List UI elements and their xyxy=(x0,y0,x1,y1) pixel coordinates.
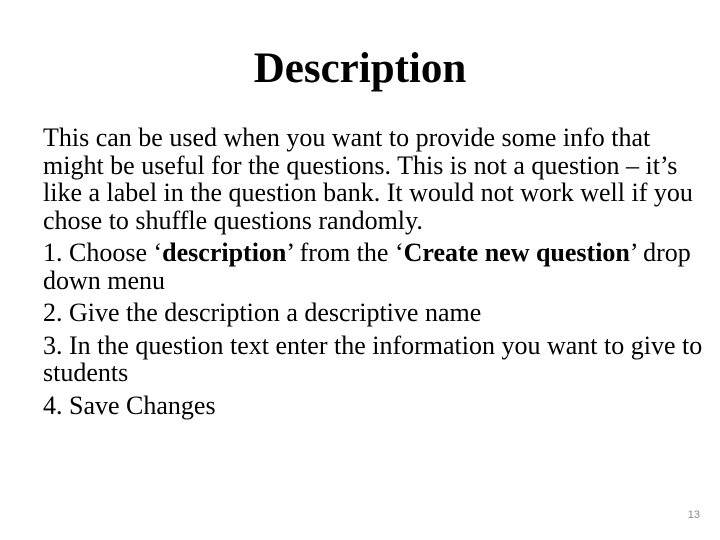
slide-body xyxy=(43,124,703,424)
slide-title: Description xyxy=(253,45,467,92)
slide-number: 13 xyxy=(687,509,700,521)
step-1-create-new-question-term: Create new question xyxy=(403,238,630,267)
step-4: 4. Save Changes xyxy=(43,390,216,420)
intro-paragraph: This can be used when you want to provide some info that might be useful for the questions. This is not a question – it’s like a label in the question bank. It would not work well if you chose to shuffle questions randomly. xyxy=(43,123,693,235)
step-1-prefix: 1. Choose ‘ xyxy=(43,238,163,267)
step-1 xyxy=(43,239,703,294)
step-2: 2. Give the description a descriptive name xyxy=(43,298,482,327)
step-1-middle: ’ from the ‘ xyxy=(286,238,404,267)
step-1-suffix: ’ drop down menu xyxy=(43,238,691,295)
step-3: 3. In the question text enter the information you want to give to students xyxy=(43,330,703,387)
step-1-description-term: description xyxy=(162,238,287,267)
